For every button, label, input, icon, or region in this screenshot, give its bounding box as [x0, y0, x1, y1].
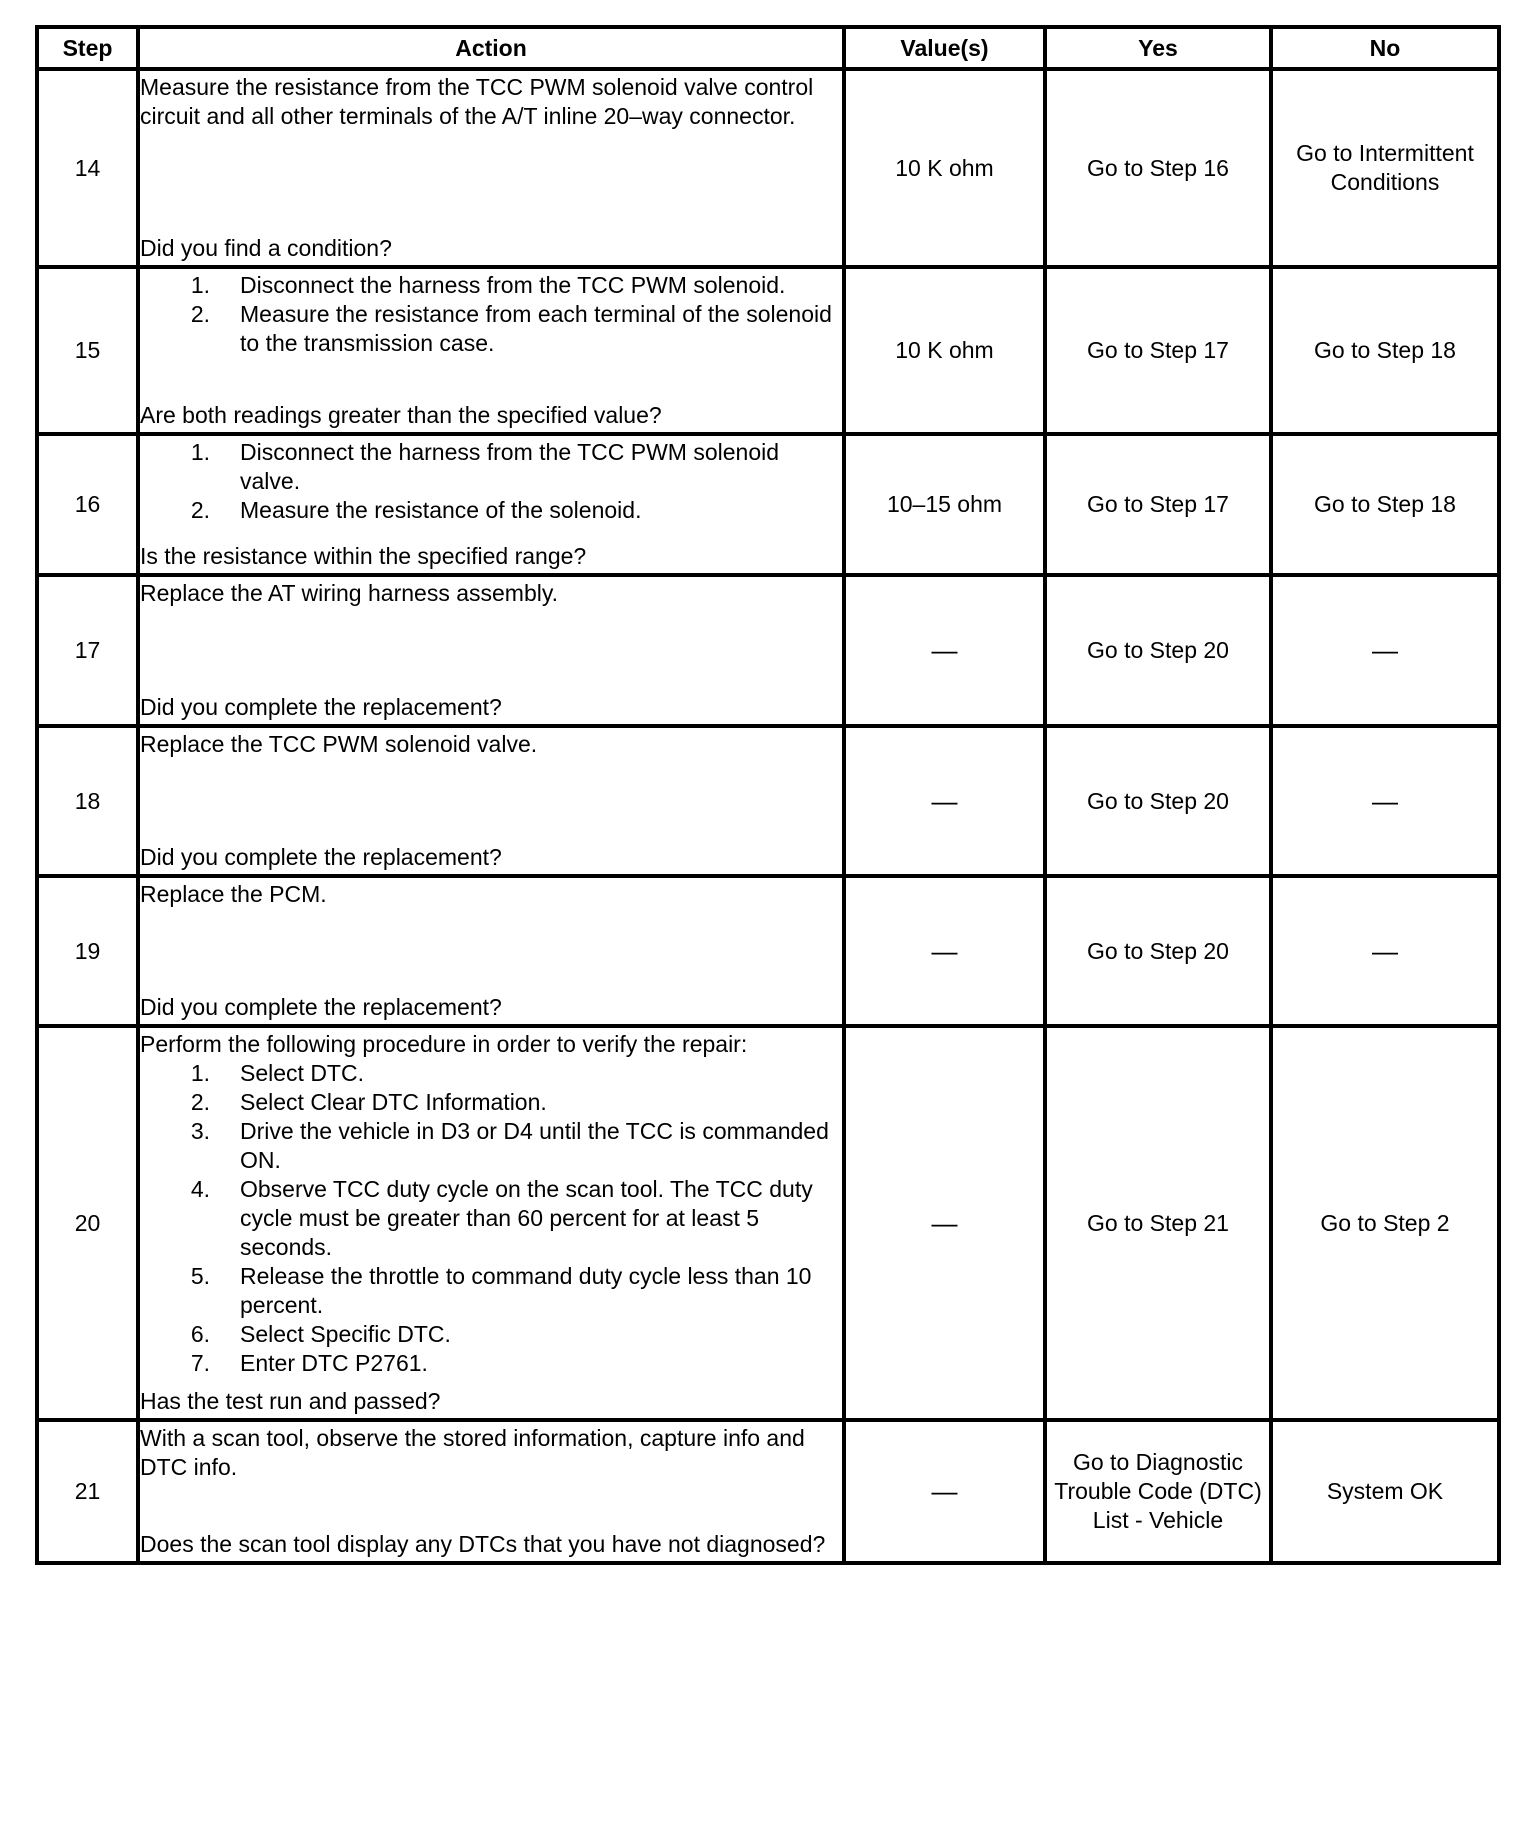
value-cell: 10 K ohm [844, 69, 1045, 267]
action-cell [138, 434, 844, 575]
yes-cell: Go to Step 17 [1045, 267, 1271, 434]
action-question: Did you complete the replacement? [140, 994, 502, 1020]
action-instruction: Measure the resistance from the TCC PWM solenoid valve control circuit and all other terminals of the A/T inline 20–way connector. [140, 74, 814, 129]
list-item: 3. Drive the vehicle in D3 or D4 until the TCC is commanded ON. [190, 1118, 829, 1173]
list-item: 7. Enter DTC P2761. [190, 1350, 428, 1376]
action-question: Does the scan tool display any DTCs that you have not diagnosed? [140, 1531, 826, 1557]
action-question: Is the resistance within the specified range? [140, 543, 587, 569]
no-cell: System OK [1271, 1420, 1499, 1563]
action-cell [138, 726, 844, 876]
value-cell: 10 K ohm [844, 267, 1045, 434]
procedure-list [140, 438, 842, 525]
list-item: 2. Measure the resistance of the solenoid. [190, 497, 642, 523]
column-header-action: Action [138, 27, 844, 69]
list-item: 2. Measure the resistance from each terminal of the solenoid to the transmission case. [190, 301, 832, 356]
action-instruction: Perform the following procedure in order to verify the repair: [140, 1031, 748, 1057]
action-question: Has the test run and passed? [140, 1388, 441, 1414]
list-item: 6. Select Specific DTC. [190, 1321, 451, 1347]
action-cell [138, 876, 844, 1026]
no-cell: Go to Step 18 [1271, 267, 1499, 434]
action-instruction: Replace the AT wiring harness assembly. [140, 580, 559, 606]
no-cell: — [1271, 575, 1499, 726]
action-question: Did you complete the replacement? [140, 844, 502, 870]
list-item: 1. Disconnect the harness from the TCC PWM solenoid. [190, 272, 786, 298]
column-header-yes: Yes [1045, 27, 1271, 69]
value-cell: — [844, 1026, 1045, 1420]
table-row [37, 726, 1499, 876]
procedure-list [140, 1059, 842, 1378]
action-question: Did you complete the replacement? [140, 694, 502, 720]
list-item: 4. Observe TCC duty cycle on the scan tool. The TCC duty cycle must be greater than 60 percent for at least 5 seconds. [190, 1176, 813, 1260]
value-cell: — [844, 726, 1045, 876]
action-instruction: Replace the PCM. [140, 881, 327, 907]
step-number: 14 [37, 69, 138, 267]
list-item: 5. Release the throttle to command duty cycle less than 10 percent. [190, 1263, 812, 1318]
action-question: Did you find a condition? [140, 235, 392, 261]
step-number: 15 [37, 267, 138, 434]
diagnostic-table [35, 25, 1501, 1565]
step-number: 19 [37, 876, 138, 1026]
column-header-step: Step [37, 27, 138, 69]
list-item: 2. Select Clear DTC Information. [190, 1089, 547, 1115]
column-header-no: No [1271, 27, 1499, 69]
action-cell [138, 1420, 844, 1563]
no-cell: — [1271, 726, 1499, 876]
action-instruction: Replace the TCC PWM solenoid valve. [140, 731, 538, 757]
step-number: 18 [37, 726, 138, 876]
table-row [37, 267, 1499, 434]
yes-cell: Go to Step 21 [1045, 1026, 1271, 1420]
action-question: Are both readings greater than the specified value? [140, 402, 662, 428]
yes-cell: Go to Step 20 [1045, 575, 1271, 726]
table-row [37, 876, 1499, 1026]
no-cell: Go to Intermittent Conditions [1271, 69, 1499, 267]
table-row [37, 434, 1499, 575]
yes-cell: Go to Step 16 [1045, 69, 1271, 267]
step-number: 17 [37, 575, 138, 726]
list-item: 1. Select DTC. [190, 1060, 364, 1086]
step-number: 20 [37, 1026, 138, 1420]
no-cell: — [1271, 876, 1499, 1026]
yes-cell: Go to Step 20 [1045, 726, 1271, 876]
table-header-row [37, 27, 1499, 69]
action-cell [138, 267, 844, 434]
action-cell [138, 575, 844, 726]
table-row [37, 1420, 1499, 1563]
step-number: 21 [37, 1420, 138, 1563]
value-cell: 10–15 ohm [844, 434, 1045, 575]
yes-cell: Go to Diagnostic Trouble Code (DTC) List - Vehicle [1045, 1420, 1271, 1563]
yes-cell: Go to Step 20 [1045, 876, 1271, 1026]
table-row [37, 1026, 1499, 1420]
list-item: 1. Disconnect the harness from the TCC PWM solenoid valve. [190, 439, 780, 494]
step-number: 16 [37, 434, 138, 575]
value-cell: — [844, 1420, 1045, 1563]
action-instruction: With a scan tool, observe the stored information, capture info and DTC info. [140, 1425, 805, 1480]
action-cell [138, 1026, 844, 1420]
action-cell [138, 69, 844, 267]
value-cell: — [844, 575, 1045, 726]
no-cell: Go to Step 18 [1271, 434, 1499, 575]
table-row [37, 575, 1499, 726]
value-cell: — [844, 876, 1045, 1026]
table-row [37, 69, 1499, 267]
column-header-values: Value(s) [844, 27, 1045, 69]
procedure-list [140, 271, 842, 358]
no-cell: Go to Step 2 [1271, 1026, 1499, 1420]
yes-cell: Go to Step 17 [1045, 434, 1271, 575]
